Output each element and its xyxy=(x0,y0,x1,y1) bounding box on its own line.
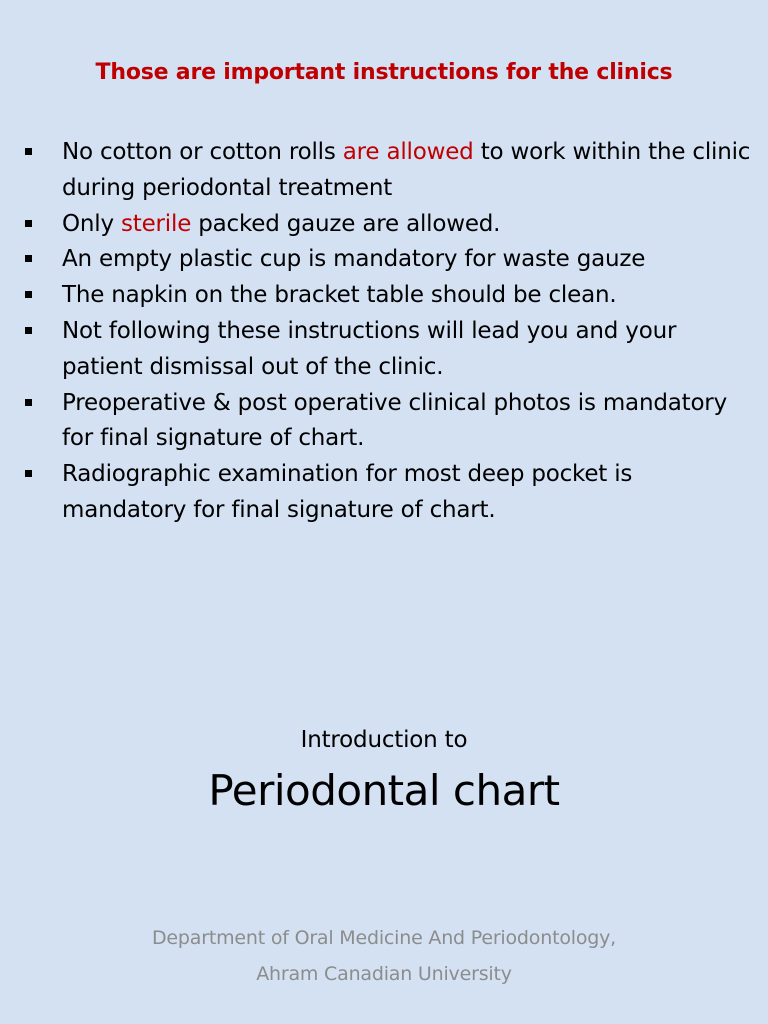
square-bullet-icon xyxy=(25,220,32,227)
intro-label: Introduction to xyxy=(300,727,468,753)
square-bullet-icon xyxy=(25,255,32,262)
instruction-text: No cotton or cotton rolls xyxy=(62,139,343,165)
emphasis-text: sterile xyxy=(121,210,192,237)
instruction-item xyxy=(20,278,760,314)
instruction-text: The napkin on the bracket table should be clean. xyxy=(62,282,617,309)
square-bullet-icon xyxy=(25,327,32,334)
instruction-text: Only xyxy=(62,210,121,237)
instruction-text: Radiographic examination for most deep pocket is mandatory for final signature of chart. xyxy=(62,461,633,523)
instruction-item xyxy=(20,457,760,529)
instruction-item xyxy=(20,135,760,207)
instruction-list xyxy=(20,135,760,529)
instruction-text: to work within the clinic during periodontal treatment xyxy=(62,139,751,201)
emphasis-text: are allowed xyxy=(342,139,474,165)
page-title: Periodontal chart xyxy=(208,766,560,815)
instruction-text: packed gauze are allowed. xyxy=(191,210,501,237)
square-bullet-icon xyxy=(25,291,32,298)
square-bullet-icon xyxy=(25,148,32,155)
instruction-item xyxy=(20,207,760,243)
department-name: Department of Oral Medicine And Periodontology, xyxy=(152,927,616,949)
instructions-heading: Those are important instructions for the clinics xyxy=(95,60,673,85)
instruction-item xyxy=(20,242,760,278)
footer-credit xyxy=(0,920,768,992)
square-bullet-icon xyxy=(25,399,32,406)
instruction-item xyxy=(20,314,760,386)
instruction-text: Not following these instructions will lead you and your patient dismissal out of the clinic. xyxy=(62,317,677,380)
instruction-item xyxy=(20,386,760,458)
square-bullet-icon xyxy=(25,470,32,477)
university-name: Ahram Canadian University xyxy=(256,963,512,985)
instruction-text: An empty plastic cup is mandatory for waste gauze xyxy=(62,246,646,273)
instruction-text: Preoperative & post operative clinical photos is mandatory for final signature of chart. xyxy=(62,389,727,452)
